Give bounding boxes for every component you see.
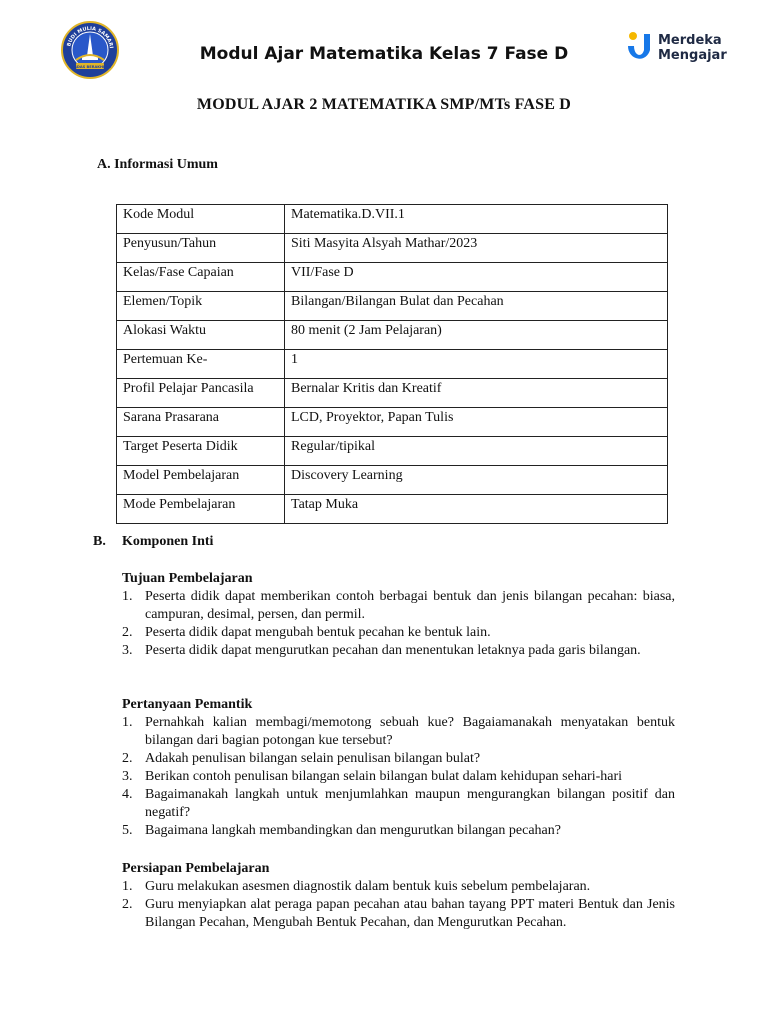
school-logo-text: BUDI MULIA SAMARI <box>66 25 114 49</box>
pemantik-heading: Pertanyaan Pemantik <box>122 697 253 712</box>
brand-line-2: Mengajar <box>658 48 727 63</box>
tujuan-section <box>122 570 675 660</box>
info-key: Mode Pembelajaran <box>117 495 285 524</box>
info-key: Alokasi Waktu <box>117 321 285 350</box>
info-value: Regular/tipikal <box>285 437 668 466</box>
info-value: Discovery Learning <box>285 466 668 495</box>
info-value: VII/Fase D <box>285 263 668 292</box>
section-b-number: B. <box>93 534 106 549</box>
tujuan-list <box>122 588 675 660</box>
list-item <box>122 768 675 786</box>
document-title: MODUL AJAR 2 MATEMATIKA SMP/MTs FASE D <box>196 96 572 113</box>
list-item <box>122 624 675 642</box>
table-row <box>117 437 668 466</box>
info-value: LCD, Proyektor, Papan Tulis <box>285 408 668 437</box>
list-item-number: 5. <box>122 823 133 838</box>
info-value: Siti Masyita Alsyah Mathar/2023 <box>285 234 668 263</box>
info-key: Target Peserta Didik <box>117 437 285 466</box>
table-row <box>117 350 668 379</box>
list-item-text: Adakah penulisan bilangan selain penulisan bilangan bulat? <box>145 751 481 766</box>
brand-line-1: Merdeka <box>658 33 722 48</box>
list-item <box>122 896 675 932</box>
table-row <box>117 205 668 234</box>
list-item-text: Bagaimanakah langkah untuk menjumlahkan maupun mengurangkan bilangan positif dan negatif? <box>145 787 675 820</box>
merdeka-mengajar-logo <box>624 30 734 70</box>
list-item <box>122 822 675 840</box>
list-item-text: Guru melakukan asesmen diagnostik dalam bentuk kuis sebelum pembelajaran. <box>145 879 591 894</box>
info-table <box>116 204 668 524</box>
list-item-text: Peserta didik dapat mengurutkan pecahan dan menentukan letaknya pada garis bilangan. <box>145 643 641 658</box>
list-item <box>122 642 675 660</box>
list-item <box>122 714 675 750</box>
list-item-number: 2. <box>122 897 133 912</box>
list-item-number: 4. <box>122 787 133 802</box>
table-row <box>117 263 668 292</box>
list-item-number: 1. <box>122 715 133 730</box>
info-key: Profil Pelajar Pancasila <box>117 379 285 408</box>
list-item <box>122 786 675 822</box>
info-value: 1 <box>285 350 668 379</box>
info-key: Penyusun/Tahun <box>117 234 285 263</box>
list-item-number: 1. <box>122 589 133 604</box>
list-item-number: 3. <box>122 643 133 658</box>
info-value: Bernalar Kritis dan Kreatif <box>285 379 668 408</box>
info-value: Bilangan/Bilangan Bulat dan Pecahan <box>285 292 668 321</box>
list-item-text: Pernahkah kalian membagi/memotong sebuah kue? Bagaiamanakah menyatakan bentuk bilangan dari bagian potongan kue tersebut? <box>145 715 675 748</box>
table-row <box>117 408 668 437</box>
table-row <box>117 292 668 321</box>
persiapan-list <box>122 878 675 932</box>
info-key: Kode Modul <box>117 205 285 234</box>
table-row <box>117 379 668 408</box>
list-item-number: 3. <box>122 769 133 784</box>
list-item-text: Peserta didik dapat memberikan contoh berbagai bentuk dan jenis bilangan pecahan: biasa, campuran, desimal, persen, dan permil. <box>145 589 675 622</box>
persiapan-section <box>122 860 675 932</box>
pemantik-list <box>122 714 675 840</box>
school-logo-motto: CERDAS BERAKHLAK <box>69 64 111 69</box>
table-row <box>117 321 668 350</box>
list-item-text: Berikan contoh penulisan bilangan selain bilangan bulat dalam kehidupan sehari-hari <box>145 769 623 784</box>
table-row <box>117 466 668 495</box>
info-key: Sarana Prasarana <box>117 408 285 437</box>
list-item <box>122 588 675 624</box>
header-title: Modul Ajar Matematika Kelas 7 Fase D <box>199 44 569 64</box>
persiapan-heading: Persiapan Pembelajaran <box>122 861 270 876</box>
section-b-label: Komponen Inti <box>122 534 214 549</box>
tujuan-heading: Tujuan Pembelajaran <box>122 571 253 586</box>
list-item <box>122 878 675 896</box>
section-a-heading: A. Informasi Umum <box>97 157 218 172</box>
table-row <box>117 495 668 524</box>
table-row <box>117 234 668 263</box>
info-key: Elemen/Topik <box>117 292 285 321</box>
list-item <box>122 750 675 768</box>
list-item-number: 2. <box>122 751 133 766</box>
list-item-number: 2. <box>122 625 133 640</box>
info-value: 80 menit (2 Jam Pelajaran) <box>285 321 668 350</box>
info-key: Pertemuan Ke- <box>117 350 285 379</box>
list-item-text: Guru menyiapkan alat peraga papan pecahan atau bahan tayang PPT materi Bentuk dan Jenis Bilangan Pecahan, Mengubah Bentuk Pecahan, dan Mengurutkan Pecahan. <box>145 897 675 930</box>
info-key: Model Pembelajaran <box>117 466 285 495</box>
list-item-text: Bagaimana langkah membandingkan dan mengurutkan bilangan pecahan? <box>145 823 561 838</box>
merdeka-mengajar-icon <box>624 30 656 70</box>
pemantik-section <box>122 696 675 840</box>
info-value: Tatap Muka <box>285 495 668 524</box>
list-item-text: Peserta didik dapat mengubah bentuk pecahan ke bentuk lain. <box>145 625 491 640</box>
section-b-heading <box>93 534 213 550</box>
list-item-number: 1. <box>122 879 133 894</box>
info-value: Matematika.D.VII.1 <box>285 205 668 234</box>
info-key: Kelas/Fase Capaian <box>117 263 285 292</box>
